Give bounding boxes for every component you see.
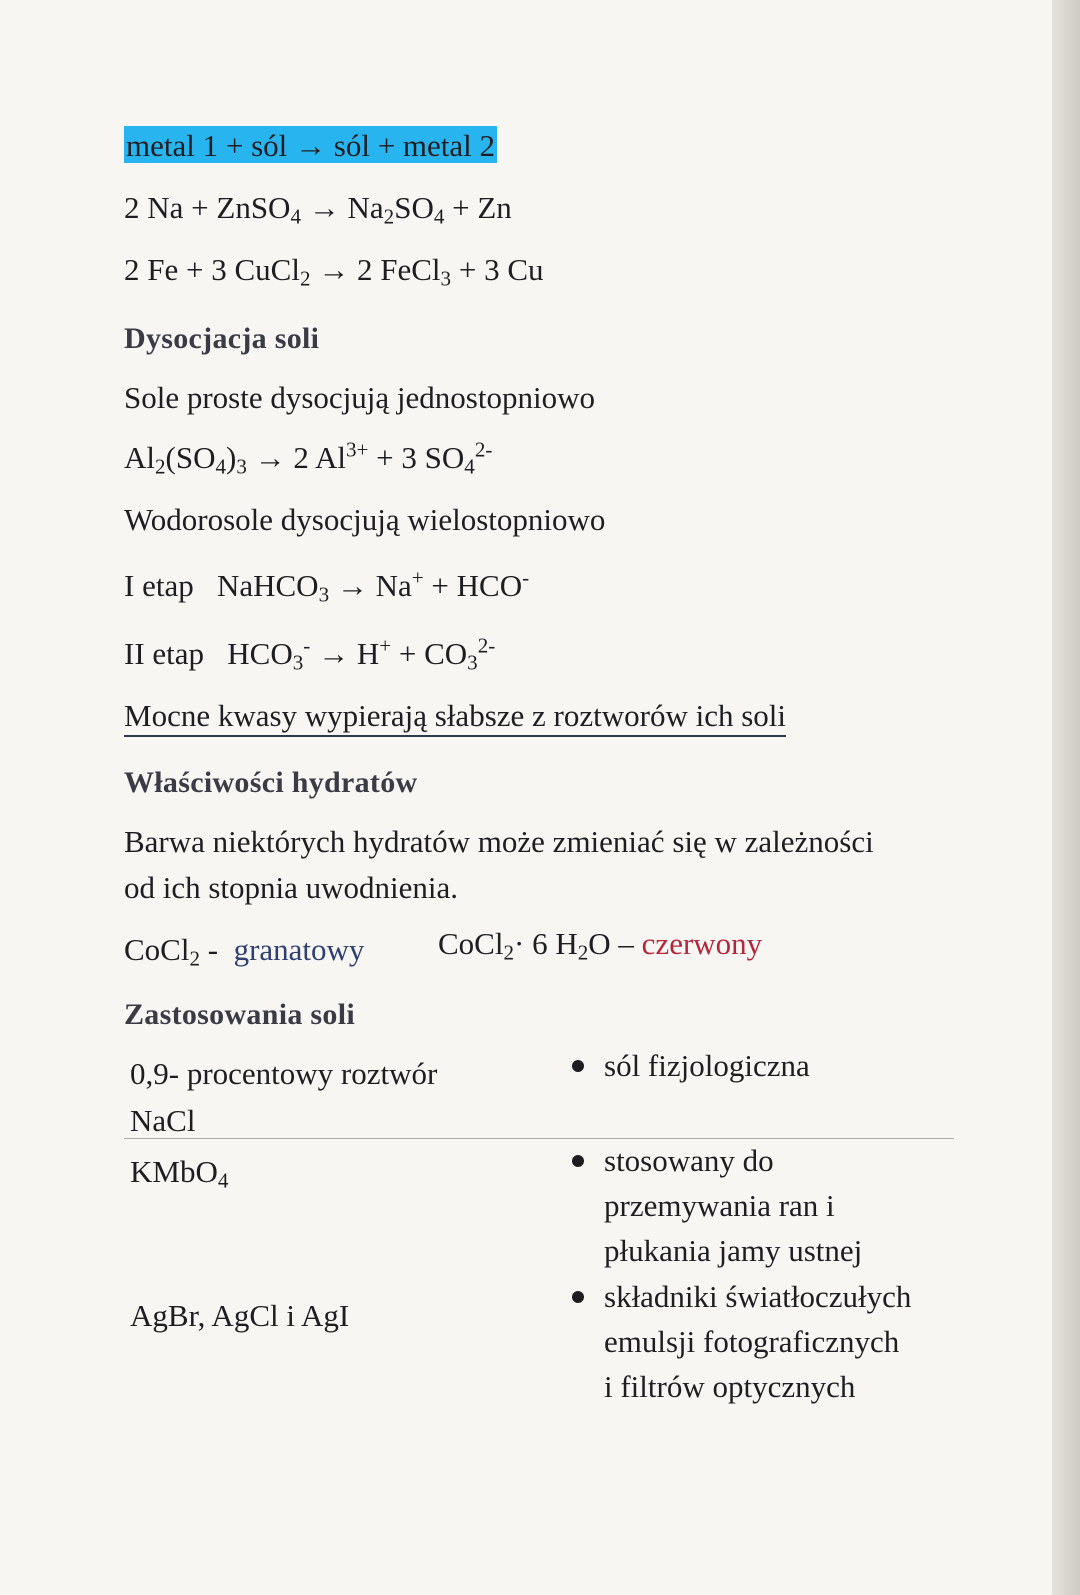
table-row-3-uses <box>568 1274 911 1409</box>
bullet-icon <box>572 1291 584 1303</box>
hydrate-example-anhydrous: CoCl$_2$ - granatowy <box>124 932 365 971</box>
bullet-icon <box>572 1155 584 1167</box>
simple-salts-text: Sole proste dysocjują jednostopniowo <box>124 380 595 415</box>
list-item: stosowany do przemywania ran i płukania jamy ustnej <box>568 1138 862 1273</box>
reaction-example-fe: 2 Fe + 3 CuCl$_2$ → 2 FeCl$_3$ + 3 Cu <box>124 252 544 291</box>
reaction-heading <box>124 128 497 164</box>
stage-two-equation: II etap $HCO_3^- \to H^+ + CO_3^{2-}$ <box>124 633 496 675</box>
highlighted-reaction-scheme: metal 1 + sól → sól + metal 2 <box>126 128 496 163</box>
strong-acids-note: Mocne kwasy wypierają słabsze z roztworów ich soli <box>124 698 786 734</box>
hydrogen-salts-text: Wodorosole dysocjują wielostopniowo <box>124 502 606 537</box>
page-edge-shadow <box>1052 0 1080 1595</box>
reaction-example-na: 2 Na + ZnSO$_4$ → $Na_2SO_4 + Zn$ <box>124 190 512 229</box>
bullet-icon <box>572 1060 584 1072</box>
hydrates-heading: Właściwości hydratów <box>124 766 418 799</box>
applications-heading: Zastosowania soli <box>124 998 355 1031</box>
stage-one-equation: I etap NaHCO$_3$ → Na+ + HCO- <box>124 565 530 607</box>
simple-salt-equation: $Al_2(SO_4)_3 \to 2$ $Al^{3+} + 3$ $SO_4^{2-}$ <box>124 437 493 479</box>
hydrate-example-hexahydrate: CoCl$_2$· 6 $H_2O$ – czerwony <box>438 926 763 965</box>
dissociation-heading: Dysocjacja soli <box>124 322 320 355</box>
color-name-navy: granatowy <box>233 932 365 967</box>
color-name-red: czerwony <box>641 926 763 961</box>
hydrates-text-line-1: Barwa niektórych hydratów może zmieniać się w zależności <box>124 824 874 859</box>
table-row-1-uses <box>568 1043 810 1088</box>
table-row-1-substance: 0,9- procentowy roztwór NaCl <box>130 1056 438 1138</box>
hydrates-text-line-2: od ich stopnia uwodnienia. <box>124 870 459 905</box>
list-item: sól fizjologiczna <box>568 1043 810 1088</box>
table-row-3-substance: AgBr, AgCl i AgI <box>130 1298 350 1333</box>
table-row-2-substance: KMbO$_4$ <box>130 1154 229 1193</box>
table-row-2-uses <box>568 1138 862 1273</box>
list-item: składniki światłoczułych emulsji fotograficznych i filtrów optycznych <box>568 1274 911 1409</box>
